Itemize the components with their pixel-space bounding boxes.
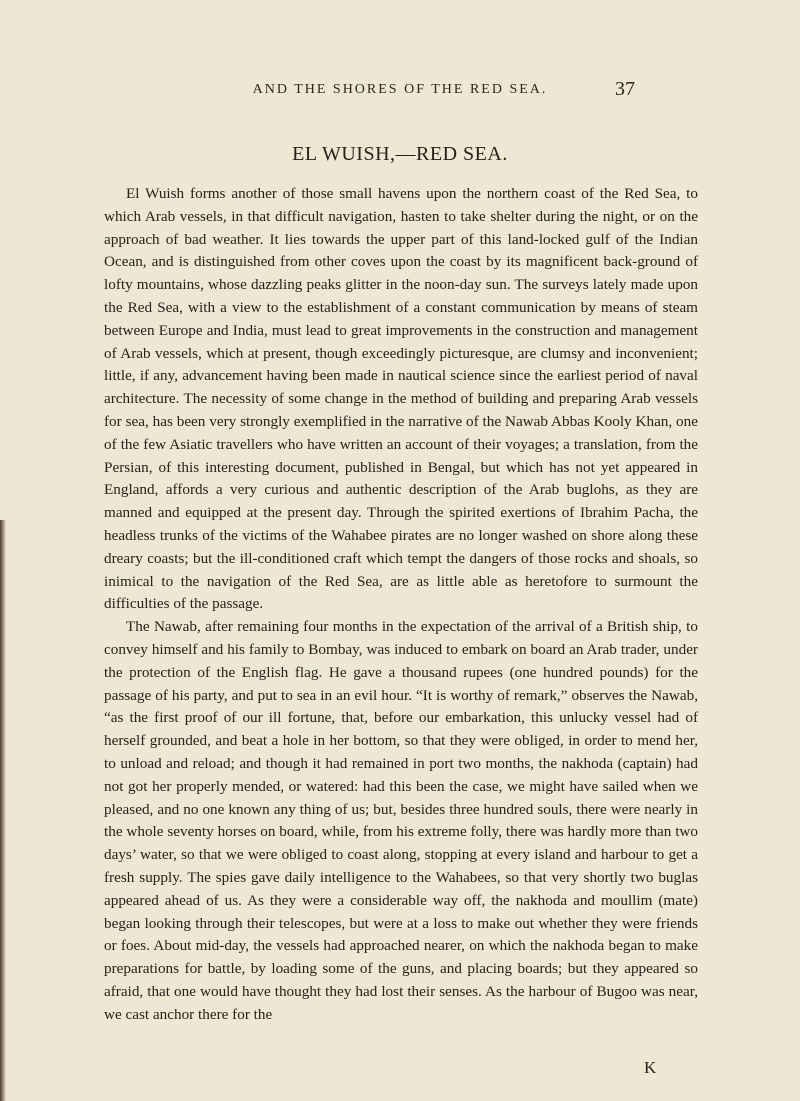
paragraph-1: El Wuish forms another of those small havens upon the northern coast of the Red Sea, to which Arab vessels, in that difficult navigation, hasten to take shelter during the night, or on the approach of bad weather. It lies towards the upper part of this land-locked gulf of the Indian Ocean, and is distinguished from other coves upon the coast by its magnificent back-ground of lofty mountains, whose dazzling peaks glitter in the noon-day sun. The surveys lately made upon the Red Sea, with a view to the establishment of a constant communication by means of steam between Europe and India, must lead to great improvements in the construction and management of Arab vessels, which at present, though exceedingly picturesque, are clumsy and inconvenient; little, if any, advancement having been made in nautical science since the earliest period of naval architecture. The necessity of some change in the method of building and preparing Arab vessels for sea, has been very strongly exemplified in the narrative of the Nawab Abbas Kooly Khan, one of the few Asiatic travellers who have written an account of their voyages; a translation, from the Persian, of this interesting document, published in Bengal, but which has not yet appeared in England, affords a very curious and authentic description of the Arab buglohs, as they are manned and equipped at the present day. Through the spirited exertions of Ibrahim Pacha, the headless trunks of the victims of the Wahabee pirates are no longer washed on shore along these dreary coasts; but the ill-conditioned craft which tempt the dangers of those rocks and shoals, so inimical to the navigation of the Red Sea, are as little able as heretofore to surmount the difficulties of the passage. bbox=[104, 185, 698, 613]
signature-mark: K bbox=[644, 1058, 657, 1077]
article-body bbox=[104, 183, 698, 1026]
page-number: 37 bbox=[615, 78, 635, 100]
paragraph-2: The Nawab, after remaining four months in the expectation of the arrival of a British ship, to convey himself and his family to Bombay, was induced to embark on board an Arab trader, under the protection of the English flag. He gave a thousand rupees (one hundred pounds) for the passage of his party, and put to sea in an evil hour. “It is worthy of remark,” observes the Nawab, “as the first proof of our ill fortune, that, before our embarkation, this unlucky vessel had of herself grounded, and beat a hole in her bottom, so that they were obliged, in order to mend her, to unload and reload; and though it had remained in port two months, the nakhoda (captain) had not got her properly mended, or watered: had this been the case, we might have sailed when we pleased, and no one known any thing of us; but, besides three hundred souls, there were nearly in the whole seventy horses on board, while, from his extreme folly, there was hardly more than two days’ water, so that we were obliged to coast along, stopping at every island and harbour to get a fresh supply. The spies gave daily intelligence to the Wahabees, so that very shortly two buglas appeared ahead of us. As they were a considerable way off, the nakhoda and moullim (mate) began looking through their telescopes, but were at a loss to make out whether they were friends or foes. About mid-day, the vessels had approached nearer, on which the nakhoda began to make preparations for battle, by loading some of the guns, and placing boards; but they appeared so afraid, that one would have thought they had lost their senses. As the harbour of Bugoo was near, we cast anchor there for the bbox=[104, 618, 698, 1023]
page-edge-shadow bbox=[0, 520, 6, 1101]
article-title: EL WUISH,—RED SEA. bbox=[292, 143, 508, 165]
running-head: AND THE SHORES OF THE RED SEA. bbox=[252, 82, 548, 97]
